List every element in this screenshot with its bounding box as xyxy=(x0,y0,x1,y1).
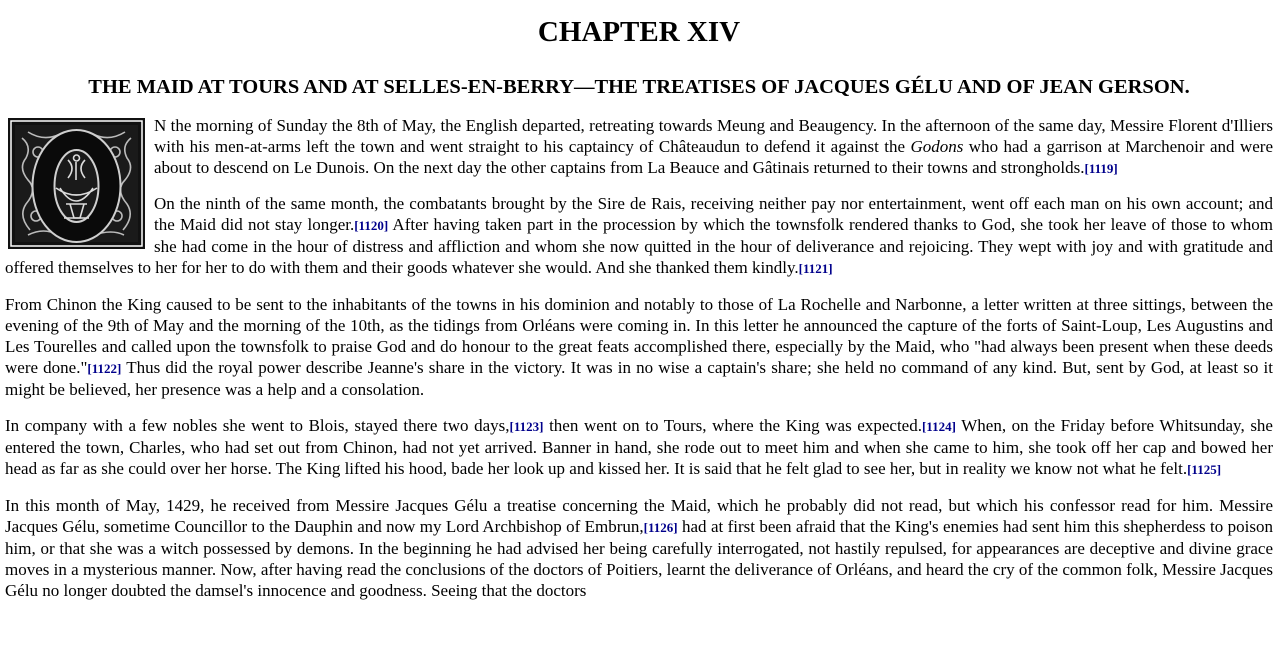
footnote-link[interactable]: [1123] xyxy=(509,419,544,434)
footnote-link[interactable]: [1124] xyxy=(921,419,956,434)
paragraph-1: N the morning of Sunday the 8th of May, the English departed, retreating towards Meung and Beaugency. In the afternoon of the same day, Messire Florent d'Illiers with his men-at-arms left the town and went straight to his captaincy of Châteaudun to defend it against the Godons who had a garrison at Marchenoir and were about to descend on Le Dunois. On the next day the other captains from La Beauce and Gâtinais returned to their towns and strongholds.[1119] xyxy=(5,115,1273,179)
chapter-title: CHAPTER XIV xyxy=(537,16,741,48)
paragraph-3: From Chinon the King caused to be sent to the inhabitants of the towns in his dominion and notably to those of La Rochelle and Narbonne, a letter written at three sittings, between the evening of the 9th of May and the morning of the 10th, as the tidings from Orléans were coming in. In this letter he announced the capture of the forts of Saint-Loup, Les Augustins and Les Tourelles and called upon the townsfolk to praise God and do honour to the great feats accomplished there, especially by the Maid, who "had always been present when these deeds were done."[1122] Thus did the royal power describe Jeanne's share in the victory. It was in no wise a captain's share; she held no command of any kind. But, sent by God, at least so it might be believed, her presence was a help and a consolation. xyxy=(5,295,1273,399)
footnote-link[interactable]: [1126] xyxy=(643,520,678,535)
chapter-subtitle: THE MAID AT TOURS AND AT SELLES-EN-BERRY—THE TREATISES OF JACQUES GÉLU AND OF JEAN GERSON. xyxy=(88,76,1190,98)
footnote-link[interactable]: [1119] xyxy=(1084,161,1118,176)
paragraph-4: In company with a few nobles she went to Blois, stayed there two days,[1123] then went on to Tours, where the King was expected.[1124] When, on the Friday before Whitsunday, she entered the town, Charles, who had set out from Chinon, had not yet arrived. Banner in hand, she rode out to meet him and when she came to him, she took off her cap and bowed her head as far as she could over her horse. The King lifted his hood, bade her look up and kissed her. It is said that he felt glad to see her, but in reality we know not what he felt.[1125] xyxy=(5,416,1273,478)
footnote-link[interactable]: [1122] xyxy=(87,361,122,376)
footnote-link[interactable]: [1120] xyxy=(354,218,389,233)
footnote-link[interactable]: [1121] xyxy=(798,261,833,276)
paragraph-2: On the ninth of the same month, the combatants brought by the Sire de Rais, receiving neither pay nor entertainment, went off each man on his own account; and the Maid did not stay longer.[1120] After having taken part in the procession by which the townsfolk rendered thanks to God, she took her leave of those to whom she had come in the hour of distress and affliction and whom she now quitted in the hour of deliverance and rejoicing. They wept with joy and with gratitude and offered themselves to her for her to do with them and their goods whatever she would. And she thanked them kindly.[1121] xyxy=(5,194,1273,277)
paragraph-5: In this month of May, 1429, he received from Messire Jacques Gélu a treatise concerning the Maid, which he probably did not read, but which his confessor read for him. Messire Jacques Gélu, sometime Councillor to the Dauphin and now my Lord Archbishop of Embrun,[1126] had at first been afraid that the King's enemies had sent him this shepherdess to poison him, or that she was a witch possessed by demons. In the beginning he had advised her being carefully interrogated, not hastily repulsed, for appearances are deceptive and divine grace moves in a mysterious manner. Now, after having read the conclusions of the doctors of Poitiers, learnt the deliverance of Orléans, and heard the cry of the common folk, Messire Jacques Gélu no longer doubted the damsel's innocence and goodness. Seeing that the doctors xyxy=(5,496,1273,600)
footnote-link[interactable]: [1125] xyxy=(1187,462,1222,477)
ornate-letter-o-icon xyxy=(8,118,145,249)
